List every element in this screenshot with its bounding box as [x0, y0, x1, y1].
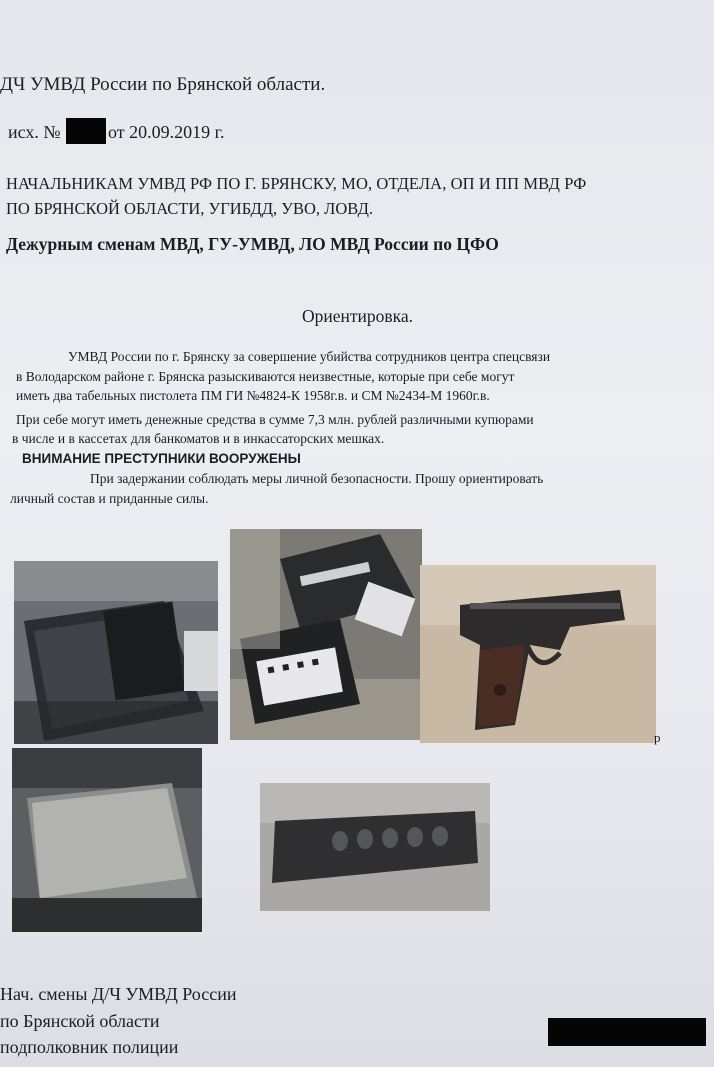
signature-line-1: Нач. смены Д/Ч УМВД России: [0, 984, 237, 1004]
photo-pistol-magazine: [260, 783, 490, 911]
redacted-officer-name: [548, 1018, 706, 1046]
body-line-7: личный состав и приданные силы.: [10, 491, 209, 506]
photo-pistol: [420, 565, 656, 743]
body-line-3: иметь два табельных пистолета ПМ ГИ №4824-К 1958г.в. и СМ №2434-М 1960г.в.: [16, 388, 490, 403]
ref-date: от 20.09.2019 г.: [108, 122, 225, 142]
photo-metal-box: [12, 748, 202, 932]
body-line-2: в Володарском районе г. Брянска разыскиваются неизвестные, которые при себе могут: [16, 369, 515, 384]
body-line-6: При задержании соблюдать меры личной безопасности. Прошу ориентировать: [90, 471, 544, 486]
body-line-1: УМВД России по г. Брянску за совершение убийства сотрудников центра спецсвязи: [68, 349, 551, 364]
photo-cash-boxes: [230, 529, 422, 740]
armed-warning: ВНИМАНИЕ ПРЕСТУПНИКИ ВООРУЖЕНЫ: [22, 451, 301, 466]
addressee-line-2: ПО БРЯНСКОЙ ОБЛАСТИ, УГИБДД, УВО, ЛОВД.: [6, 199, 374, 218]
issuing-department: ДЧ УМВД России по Брянской области.: [0, 74, 326, 95]
document-title: Ориентировка.: [302, 306, 414, 326]
photo-atm-cassette: [14, 561, 218, 744]
addressee-line-1: НАЧАЛЬНИКАМ УМВД РФ ПО Г. БРЯНСКУ, МО, ОТДЕЛА, ОП И ПП МВД РФ: [6, 174, 587, 193]
addressee-line-3: Дежурным сменам МВД, ГУ-УМВД, ЛО МВД России по ЦФО: [6, 234, 499, 254]
signature-line-2: по Брянской области: [0, 1011, 160, 1031]
stray-letter: р: [654, 730, 661, 745]
signature-line-3: подполковник полиции: [0, 1037, 179, 1057]
ref-number-label: исх. №: [8, 122, 61, 142]
redacted-ref-number: [66, 118, 106, 144]
body-line-4: При себе могут иметь денежные средства в сумме 7,3 млн. рублей различными купюрами: [16, 412, 534, 427]
body-line-5: в числе и в кассетах для банкоматов и в инкассаторских мешках.: [12, 431, 385, 446]
